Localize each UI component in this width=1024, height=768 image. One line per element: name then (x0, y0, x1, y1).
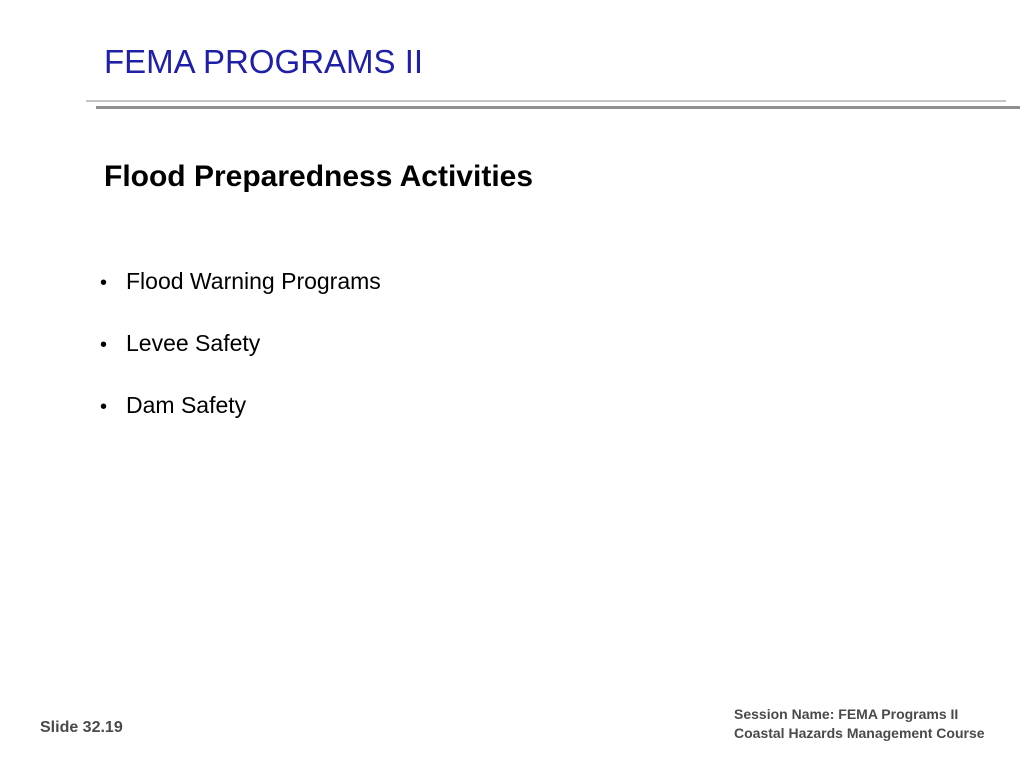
bullet-text: Flood Warning Programs (126, 268, 381, 294)
bullet-text: Levee Safety (126, 330, 261, 356)
bullet-icon: • (100, 272, 108, 294)
session-info (734, 705, 985, 743)
bullet-text: Dam Safety (126, 392, 247, 418)
slide-heading: Flood Preparedness Activities (104, 160, 534, 193)
bullet-item-flood-warning (100, 268, 381, 330)
title-divider-light (86, 100, 1006, 102)
slide-number: Slide 32.19 (40, 719, 123, 736)
slide-title: FEMA PROGRAMS II (104, 43, 424, 80)
bullet-item-levee-safety (100, 330, 381, 392)
bullet-item-dam-safety (100, 392, 381, 454)
course-name: Coastal Hazards Management Course (734, 725, 985, 741)
title-divider-dark (96, 106, 1020, 109)
bullet-icon: • (100, 334, 108, 356)
bullet-icon: • (100, 396, 108, 418)
session-name: Session Name: FEMA Programs II (734, 706, 959, 722)
bullet-list (100, 268, 381, 454)
